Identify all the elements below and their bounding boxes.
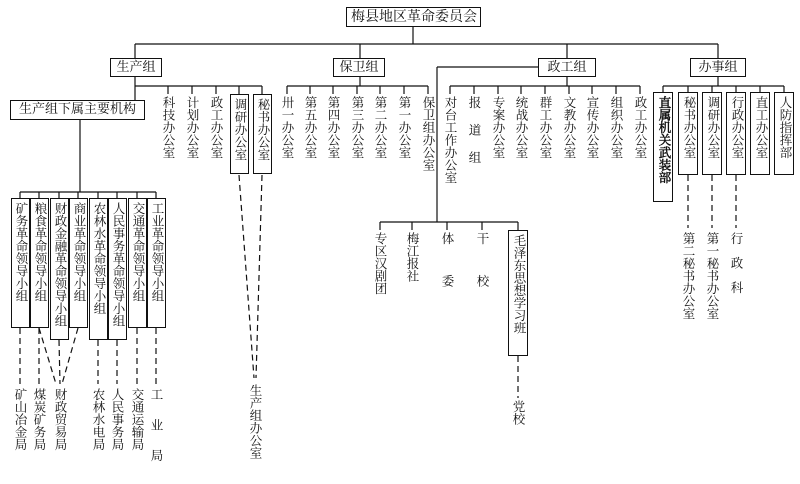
production-office: 计划办公室 <box>185 96 200 159</box>
production-office: 科技办公室 <box>161 96 176 159</box>
politics-office: 文教办公室 <box>562 96 577 159</box>
admin-office-boxed: 行政办公室 <box>726 92 746 175</box>
admin-sub-office: 行政科 <box>729 232 744 306</box>
bureau: 交通运输局 <box>130 388 145 451</box>
bureau: 煤炭矿务局 <box>32 388 47 451</box>
leadership-group: 人民事务革命领导小组 <box>108 198 127 340</box>
production-group-office: 生产组办公室 <box>248 384 263 459</box>
politics-unit: 体委 <box>440 232 455 317</box>
admin-office-boxed: 秘书办公室 <box>678 92 698 175</box>
bureau: 工业局 <box>149 388 164 480</box>
root-node: 梅县地区革命委员会 <box>346 7 481 27</box>
leadership-group: 矿务革命领导小组 <box>11 198 30 328</box>
leadership-group: 交通革命领导小组 <box>128 198 147 328</box>
leadership-group: 工业革命领导小组 <box>147 198 166 328</box>
security-office: 第二办公室 <box>373 96 388 159</box>
politics-office: 组织办公室 <box>609 96 624 159</box>
study-class-boxed: 毛泽东思想学习班 <box>508 230 528 356</box>
politics-office: 群工办公室 <box>538 96 553 159</box>
admin-sub-office: 第一秘书办公室 <box>705 232 720 320</box>
production-office: 政工办公室 <box>209 96 224 159</box>
politics-unit: 干校 <box>475 232 490 317</box>
production-sub-body: 生产组下属主要机构 <box>10 100 145 120</box>
politics-office: 专案办公室 <box>491 96 506 159</box>
politics-office: 对台工作办公室 <box>443 96 458 184</box>
bureau: 矿山冶金局 <box>13 388 28 451</box>
bureau: 人民事务局 <box>110 388 125 451</box>
security-office: 卅一办公室 <box>280 96 295 159</box>
admin-sub-office: 第二秘书办公室 <box>681 232 696 320</box>
group-admin: 办事组 <box>690 58 746 77</box>
security-office: 第三办公室 <box>350 96 365 159</box>
admin-office-boxed: 调研办公室 <box>702 92 722 175</box>
bureau: 财政贸易局 <box>53 388 68 451</box>
security-office: 第五办公室 <box>303 96 318 159</box>
production-office-boxed: 调研办公室 <box>230 94 249 174</box>
party-school: 党校 <box>511 400 526 425</box>
group-politics: 政工组 <box>538 58 596 77</box>
security-office: 第四办公室 <box>326 96 341 159</box>
politics-office: 宣传办公室 <box>585 96 600 159</box>
politics-unit: 梅江报社 <box>405 232 420 282</box>
leadership-group: 财政金融革命领导小组 <box>50 198 69 340</box>
admin-office-boxed: 人防指挥部 <box>774 92 794 175</box>
group-production: 生产组 <box>110 58 162 77</box>
leadership-group: 粮食革命领导小组 <box>30 198 49 328</box>
leadership-group: 农林水革命领导小组 <box>89 198 108 340</box>
admin-office-boxed: 直工办公室 <box>750 92 770 175</box>
politics-office: 政工办公室 <box>633 96 648 159</box>
security-office: 保卫组办公室 <box>421 96 436 171</box>
group-security: 保卫组 <box>333 58 385 77</box>
politics-office: 统战办公室 <box>514 96 529 159</box>
politics-unit: 专区汉剧团 <box>373 232 388 295</box>
politics-office: 报道组 <box>467 96 482 179</box>
security-office: 第一办公室 <box>397 96 412 159</box>
production-office-boxed: 秘书办公室 <box>253 94 272 174</box>
bureau: 农林水电局 <box>91 388 106 451</box>
leadership-group: 商业革命领导小组 <box>69 198 88 328</box>
admin-office-boxed: 直属机关武装部 <box>653 92 673 202</box>
